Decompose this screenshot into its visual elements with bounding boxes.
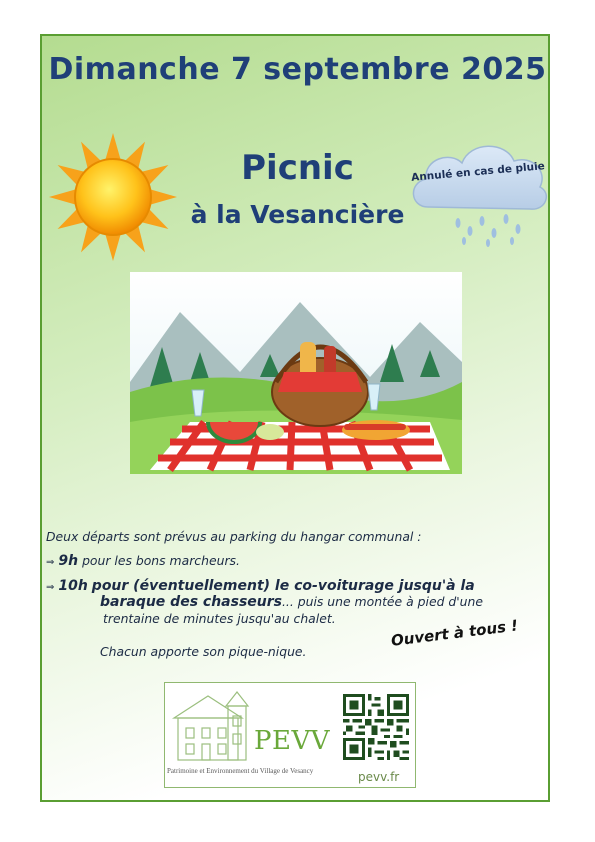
departure-2 (46, 578, 475, 594)
qr-code-icon[interactable] (343, 694, 409, 760)
building-logo-icon (170, 688, 256, 766)
open-to-all: Ouvert à tous ! (390, 616, 519, 650)
rain-cloud-icon (406, 135, 551, 250)
departure-2-continuation: ... puis une montée à pied d'une (281, 594, 483, 609)
departure-2-line3: trentaine de minutes jusqu'au chalet. (103, 611, 336, 626)
intro-text: Deux départs sont prévus au parking du hangar communal : (46, 529, 422, 544)
departure-1-time: 9h (58, 553, 79, 569)
arrow-right-icon: ⇒ (46, 557, 55, 568)
event-date: Dimanche 7 septembre 2025 (48, 52, 547, 87)
departure-2-destination: baraque des chasseurs (100, 594, 282, 610)
event-place: à la Vesancière (190, 200, 405, 229)
departure-2-line1: pour (éventuellement) le co-voiturage jusqu'à la (91, 578, 475, 594)
rain-cancel-note: Annulé en cas de pluie (410, 160, 546, 184)
picnic-illustration (130, 272, 462, 474)
picnic-note: Chacun apporte son pique-nique. (100, 644, 307, 659)
event-title: Picnic (241, 148, 354, 188)
departure-2-line2 (100, 594, 483, 610)
pevv-subtitle: Patrimoine et Environnement du Village de Vesancy (167, 767, 314, 775)
arrow-right-icon: ⇒ (46, 582, 55, 593)
website-link[interactable]: pevv.fr (358, 770, 400, 784)
pevv-logo-text: PEVV (254, 726, 331, 756)
departure-1-text: pour les bons marcheurs. (82, 553, 240, 568)
departure-2-time: 10h (58, 578, 88, 594)
departure-1 (46, 553, 240, 569)
